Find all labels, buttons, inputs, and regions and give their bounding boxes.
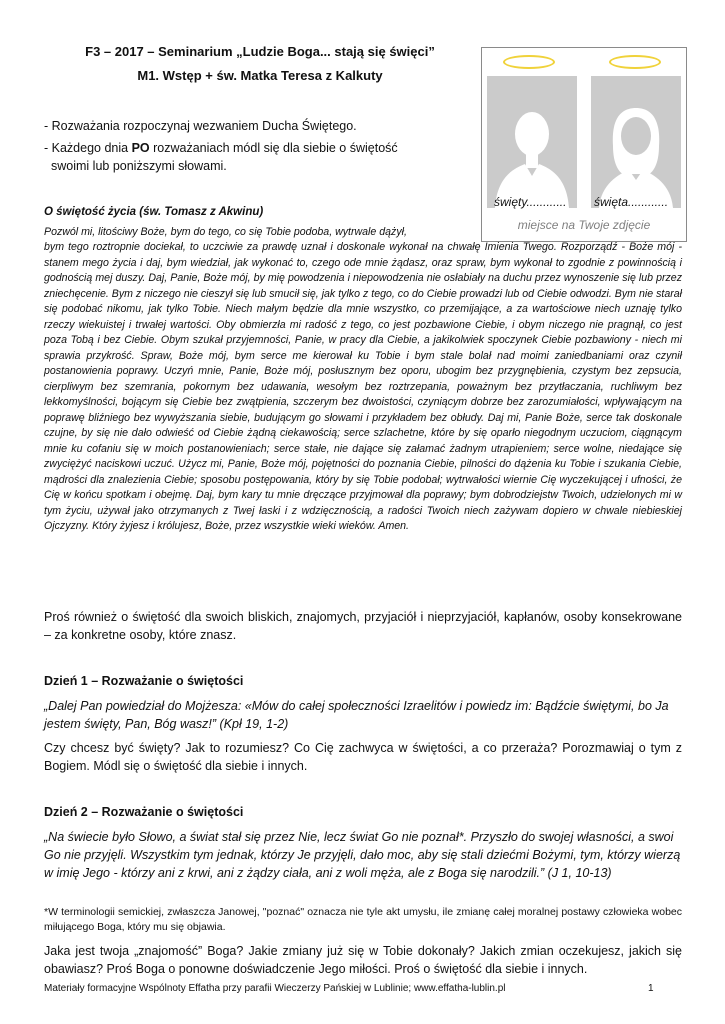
day2-footnote: *W terminologii semickiej, zwłaszcza Janowej, "poznać" oznacza nie tyle akt umysłu, ile zmianę całej moralnej postawy człowieka wobec miłującego Boga, który mu się objawia. xyxy=(44,906,682,933)
day1-quote: „Dalej Pan powiedział do Mojżesza: «Mów do całej społeczności Izraelitów i powiedz im: Bądźcie świętymi, bo Ja jestem święty, Pan, Bóg wasz!” (Kpł 19, 1-2) xyxy=(44,699,669,731)
day2-quote: „Na świecie było Słowo, a świat stał się przez Nie, lecz świat Go nie poznał*. Przyszło do swojej własności, a swoi Go nie przyjęli. Wszystkim tym jednak, którzy Je przyjęli, dało moc, aby się stali dziećmi Bożymi, tym, którzy wierzą w imię Jego - którzy ani z krwi, ani z żądzy ciała, ani z woli męża, ale z Boga się narodzili.” (J 1, 10-13) xyxy=(44,830,681,880)
halo-icon xyxy=(609,55,661,69)
photo-caption: miejsce na Twoje zdjęcie xyxy=(517,218,651,232)
photo-placeholder-box xyxy=(481,47,687,242)
prayer-title: O świętość życia (św. Tomasz z Akwinu) xyxy=(44,206,264,218)
label-female: święta............ xyxy=(594,195,669,209)
female-silhouette-icon xyxy=(591,76,681,208)
intro-item-2 xyxy=(44,139,474,157)
female-silhouette-icon xyxy=(591,76,681,208)
male-silhouette-icon xyxy=(487,76,577,208)
intro-item-2-post: rozważaniach módl się dla siebie o świętość xyxy=(149,141,398,155)
intro-item-2-pre: - Każdego dnia xyxy=(44,141,132,155)
title-line-1: F3 – 2017 – Seminarium „Ludzie Boga... stają się święci” xyxy=(85,44,435,59)
day1-reflection: Czy chcesz być święty? Jak to rozumiesz? Co Cię zachwyca w świętości, a co przeraża? Porozmawiaj o tym z Bogiem. Módl się o świętość dla siebie i innych. xyxy=(44,741,682,773)
footer-text: Materiały formacyjne Wspólnoty Effatha przy parafii Wieczerzy Pańskiej w Lublinie; www.effatha-lublin.pl xyxy=(44,983,506,994)
day1-heading: Dzień 1 – Rozważanie o świętości xyxy=(44,674,244,688)
prayer-first-line: Pozwól mi, litościwy Boże, bym do tego, co się Tobie podoba, wytrwale dążył, xyxy=(44,226,407,238)
intro-item-1: - Rozważania rozpoczynaj wezwaniem Ducha Świętego. xyxy=(44,119,357,133)
prayer-body: bym tego roztropnie dociekał, to uczciwie za prawdę uznał i doskonale wykonał na chwałę Imienia Twego. Rozporządź - Boże mój - stanem mego życia i daj, bym wiedział, jak wykonać to, czego ode mnie żądasz, oraz spraw, bym wykonał to zgodnie z powinnością i godnością mej duszy. Daj, Panie, Boże mój, by mię powodzenia i niepowodzenia nie osłabiały na duchu przez wynoszenie się lub przez zniechęcenie. Bym z niczego nie cieszył się lub smucił się, jak tylko z tego, co do Ciebie prowadzi lub od Ciebie odwodzi. Bym nie starał się podobać nikomu, jak tylko Tobie. Niech małym będzie dla mnie wszystko, co przemijające, a za wartościowe niech uznaję tylko rzeczy wiekuistej i trwałej wartości. Oby obmierzła mi radość z tego, co jest pozbawione Ciebie, i obym niczego nie pragnął, co jest poza Tobą i bez Ciebie. Obym szukał przyjemności, Panie, w pracy dla Ciebie, a jakikolwiek spoczynek Ciebie pozbawiony - niech mi sprawia przykrość. Spraw, Boże mój, bym serce me kierował ku Tobie i bym stale bolał nad moimi zaniedbaniami oraz czynił postanowienia poprawy. Uczyń mnie, Panie, Boże mój, posłusznym bez oporu, ubogim bez przygnębienia, czystym bez zepsucia, cierpliwym bez szemrania, pokornym bez udawania, wesołym bez roztrzepania, poważnym bez przytłaczania, ruchliwym bez lekkomyślności, bojącym się Ciebie bez zwątpienia, szczerym bez dwoistości, czyniącym dobrze bez zarozumiałości, wpływającym na poprawę bliźniego bez wywyższania siebie, budującym go słowami i przykładem bez obłudy. Daj mi, Panie Boże, serce tak doskonale czujne, by się nie dało odwieść od Ciebie żądną ciekawością; serce szlachetne, które by się oparło niegodnym uczuciom, ciągnącym mnie ku cofaniu się w moich postanowieniach; serce stałe, nie dające się załamać żadnym utrapieniem; serce wolne, niedające się zwyciężyć naciskowi uczuć. Użycz mi, Panie, Boże mój, pojętności do poznania Ciebie, pilności do dążenia ku Tobie i szukania Ciebie, mądrości dla znalezienia Ciebie; sposobu postępowania, który by się Tobie podobał; wytrwałości wiernie Cię wyczekującej i ufności, że Cię w końcu spotkam i obejmę. Daj, bym kary tu mnie dręczące przyjmował dla poprawy; bym dobrodziejstw Twoich, udzielonych mi w tym życiu, używał jako otrzymanych z Twej łaski i z wdzięcznością, a radości Twoich niech zażywam dopiero w chwale niebieskiej Ojczyzny. Który żyjesz i królujesz, Boże, przez wszystkie wieki wieków. Amen. xyxy=(44,241,682,532)
male-silhouette-icon xyxy=(487,76,577,208)
halo-icon xyxy=(503,55,555,69)
intro-item-2-bold: PO xyxy=(131,141,150,155)
page-number: 1 xyxy=(648,983,654,994)
title-line-2: M1. Wstęp + św. Matka Teresa z Kalkuty xyxy=(137,68,383,83)
day2-heading: Dzień 2 – Rozważanie o świętości xyxy=(44,805,244,819)
intro-item-2-line2: swoimi lub poniższymi słowami. xyxy=(51,159,227,173)
label-male: święty............ xyxy=(494,195,567,209)
day2-reflection: Jaka jest twoja „znajomość” Boga? Jakie zmiany już się w Tobie dokonały? Jakich zmian oczekujesz, jakich się obawiasz? Proś Boga o ponowne doświadczenie Jego miłości. Proś o świętość dla siebie i innych. xyxy=(44,944,682,976)
after-prayer-text: Proś również o świętość dla swoich bliskich, znajomych, przyjaciół i nieprzyjaciół, kapłanów, osoby konsekrowane – za konkretne osoby, które znasz. xyxy=(44,610,682,642)
